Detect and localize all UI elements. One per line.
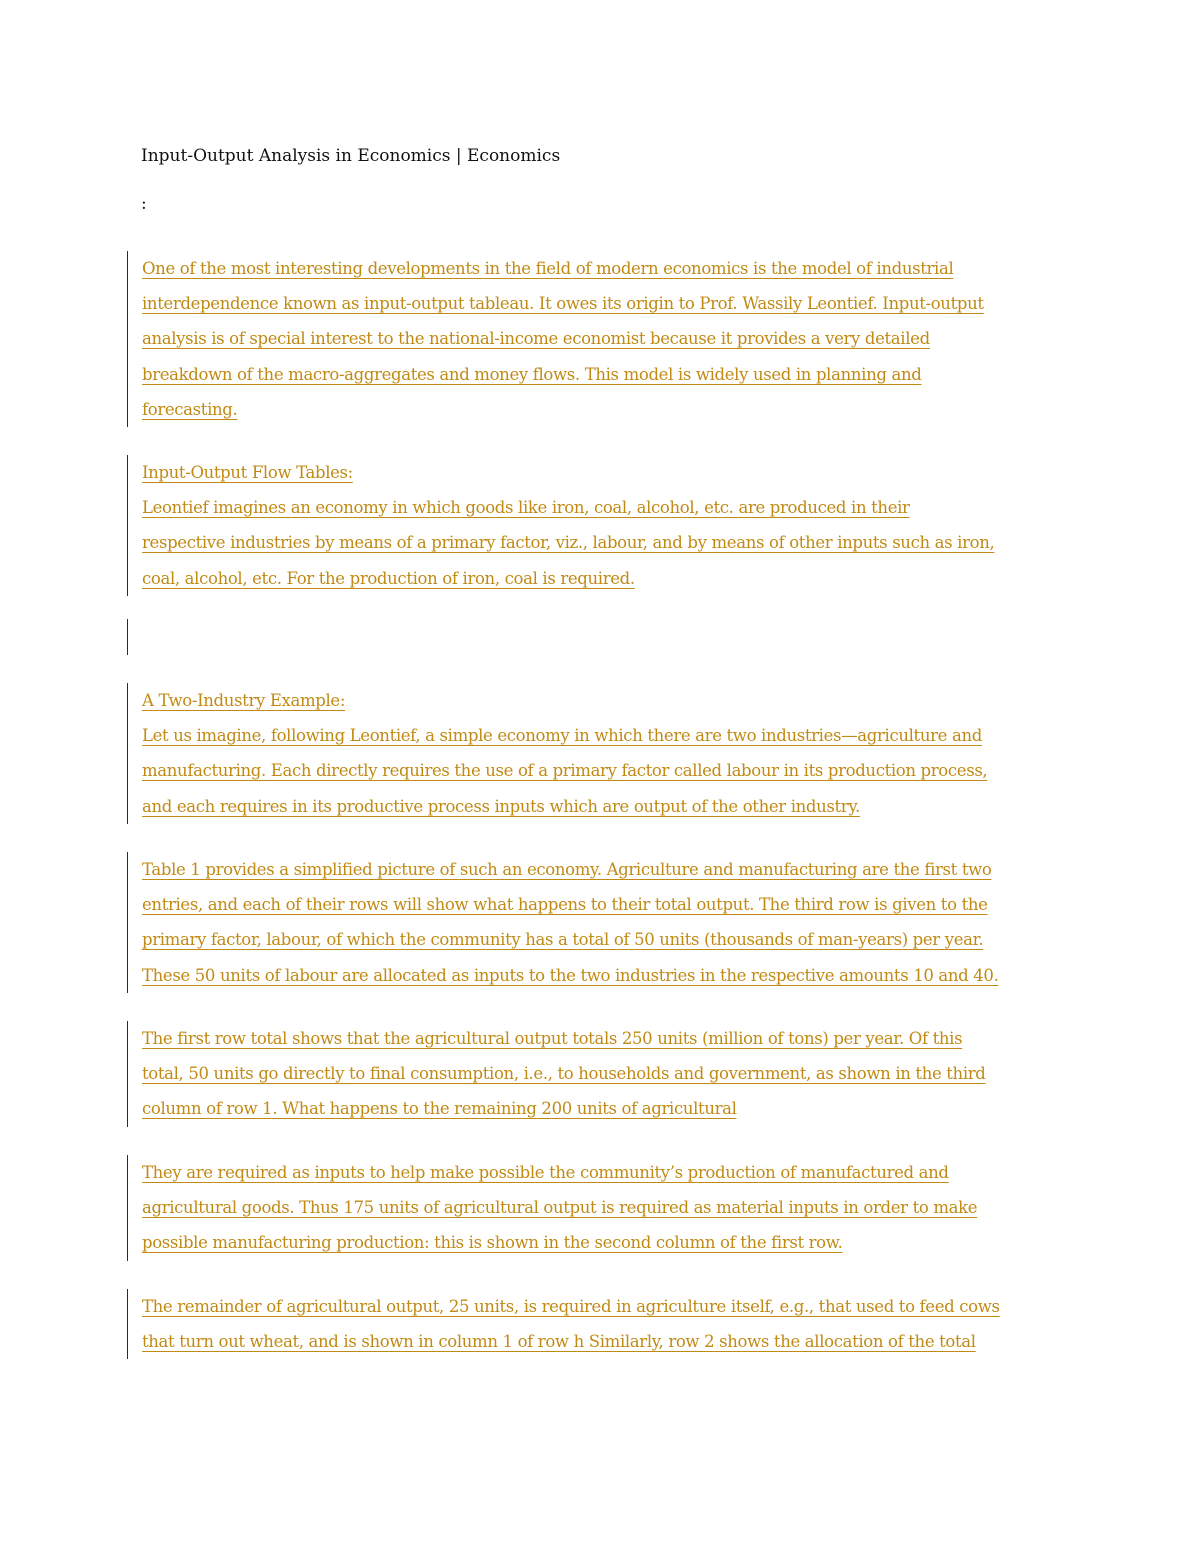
- empty-change-bar: [127, 619, 128, 655]
- paragraph-line: that turn out wheat, and is shown in column 1 of row h Similarly, row 2 shows the allocation of the total: [142, 1332, 976, 1352]
- paragraph-line: agricultural goods. Thus 175 units of agricultural output is required as material inputs in order to make: [142, 1198, 978, 1218]
- paragraph-line: analysis is of special interest to the national-income economist because it provides a very detailed: [142, 329, 930, 349]
- section-heading: Input-Output Flow Tables:: [142, 463, 353, 482]
- paragraph-remainder: [127, 1289, 1088, 1359]
- paragraph-line: forecasting.: [142, 399, 238, 419]
- paragraph-inputs: [127, 1155, 1088, 1261]
- paragraph-flow-tables: [127, 455, 1088, 596]
- paragraph-line: manufacturing. Each directly requires the use of a primary factor called labour in its production process,: [142, 761, 988, 781]
- paragraph-line: possible manufacturing production: this is shown in the second column of the first row.: [142, 1233, 843, 1253]
- paragraph-line: and each requires in its productive process inputs which are output of the other industry.: [142, 796, 861, 816]
- paragraph-line: Table 1 provides a simplified picture of such an economy. Agriculture and manufacturing are the first two: [142, 860, 992, 879]
- separator-text: :: [141, 194, 147, 214]
- paragraph-first-row: [127, 1021, 1088, 1127]
- paragraph-line: column of row 1. What happens to the remaining 200 units of agricultural: [142, 1099, 737, 1119]
- paragraph-two-industry: [127, 683, 1088, 824]
- paragraph-line: primary factor, labour, of which the community has a total of 50 units (thousands of man-years) per year.: [142, 930, 984, 950]
- paragraph-line: interdependence known as input-output tableau. It owes its origin to Prof. Wassily Leontief. Input-output: [142, 294, 984, 314]
- paragraph-line: Leontief imagines an economy in which goods like iron, coal, alcohol, etc. are produced in their: [142, 498, 910, 518]
- paragraph-line: respective industries by means of a primary factor, viz., labour, and by means of other inputs such as iron,: [142, 533, 995, 553]
- paragraph-line: entries, and each of their rows will show what happens to their total output. The third row is given to the: [142, 895, 988, 915]
- paragraph-line: coal, alcohol, etc. For the production of iron, coal is required.: [142, 568, 635, 588]
- paragraph-line: They are required as inputs to help make possible the community’s production of manufactured and: [142, 1163, 949, 1182]
- document-title: Input-Output Analysis in Economics | Economics: [141, 146, 561, 166]
- paragraph-line: One of the most interesting developments in the field of modern economics is the model of industrial: [142, 259, 954, 278]
- paragraph-line: These 50 units of labour are allocated as inputs to the two industries in the respective amounts 10 and 40.: [142, 965, 999, 985]
- paragraph-table-one: [127, 852, 1088, 993]
- paragraph-line: The first row total shows that the agricultural output totals 250 units (million of tons) per year. Of this: [142, 1029, 963, 1048]
- paragraph-line: breakdown of the macro-aggregates and money flows. This model is widely used in planning and: [142, 364, 922, 384]
- paragraph-line: total, 50 units go directly to final consumption, i.e., to households and government, as shown in the third: [142, 1064, 986, 1084]
- paragraph-intro: [127, 251, 1088, 427]
- paragraph-line: Let us imagine, following Leontief, a simple economy in which there are two industries—agriculture and: [142, 726, 982, 746]
- paragraph-line: The remainder of agricultural output, 25 units, is required in agriculture itself, e.g., that used to feed cows: [142, 1297, 1000, 1316]
- section-heading: A Two-Industry Example:: [142, 691, 346, 710]
